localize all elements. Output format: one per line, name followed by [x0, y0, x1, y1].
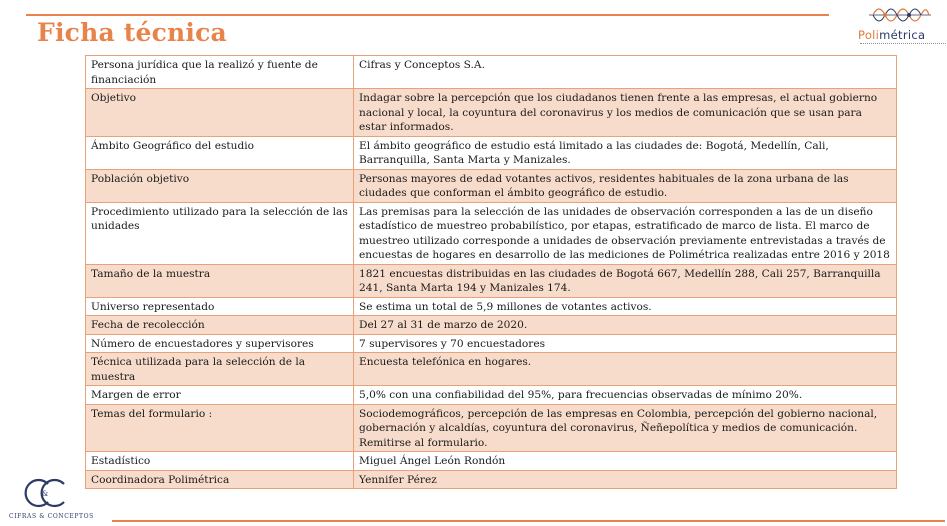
- cifras-conceptos-wordmark: CIFRAS & CONCEPTOS: [9, 513, 94, 520]
- row-value: 7 supervisores y 70 encuestadores: [354, 334, 897, 353]
- page-title: Ficha técnica: [37, 18, 227, 47]
- row-value: 1821 encuestas distribuidas en las ciudades de Bogotá 667, Medellín 288, Cali 257, Barranquilla 241, Santa Marta 194 y Manizales 174.: [354, 264, 897, 297]
- row-value: Indagar sobre la percepción que los ciudadanos tienen frente a las empresas, el actual gobierno nacional y local, la coyuntura del coronavirus y los medios de comunicación que se usan para estar informados.: [354, 89, 897, 137]
- row-label: Procedimiento utilizado para la selección de las unidades: [86, 202, 354, 264]
- row-label: Técnica utilizada para la selección de la muestra: [86, 353, 354, 386]
- row-value: Se estima un total de 5,9 millones de votantes activos.: [354, 297, 897, 316]
- row-label: Población objetivo: [86, 169, 354, 202]
- row-label: Estadístico: [86, 452, 354, 471]
- header-divider: [26, 14, 829, 16]
- table-row: [86, 334, 897, 353]
- row-value: Miguel Ángel León Rondón: [354, 452, 897, 471]
- row-label: Número de encuestadores y supervisores: [86, 334, 354, 353]
- technical-sheet-table: [85, 55, 897, 489]
- table-row: [86, 353, 897, 386]
- row-label: Tamaño de la muestra: [86, 264, 354, 297]
- row-label: Universo representado: [86, 297, 354, 316]
- table-row: [86, 89, 897, 137]
- row-label: Margen de error: [86, 386, 354, 405]
- row-label: Persona jurídica que la realizó y fuente de financiación: [86, 56, 354, 89]
- row-value: Sociodemográficos, percepción de las empresas en Colombia, percepción del gobierno nacional, gobernación y alcaldías, coyuntura del coronavirus, Ñeñepolítica y medios de comunicación. Remitirse al formulario.: [354, 404, 897, 452]
- waveform-icon: [869, 5, 931, 25]
- table-row: [86, 56, 897, 89]
- row-label: Ámbito Geográfico del estudio: [86, 136, 354, 169]
- polimetrica-logo: [855, 3, 945, 49]
- row-value: Encuesta telefónica en hogares.: [354, 353, 897, 386]
- row-label: Objetivo: [86, 89, 354, 137]
- polimetrica-wordmark: Polimétrica: [858, 28, 926, 42]
- row-label: Coordinadora Polimétrica: [86, 470, 354, 489]
- table-row: [86, 202, 897, 264]
- table-row: [86, 452, 897, 471]
- interlocking-c-icon: [18, 476, 74, 510]
- row-label: Temas del formulario :: [86, 404, 354, 452]
- logo-tagline-decoration: [860, 43, 946, 45]
- row-value: Las premisas para la selección de las unidades de observación corresponden a las de un diseño estadístico de muestreo probabilístico, por etapas, estratificado de marco de lista. El marco de muestreo utilizado corresponde a unidades de observación previamente entrevistadas a través de encuestas de hogares en desarrollo de las mediciones de Polimétrica realizadas entre 2016 y 2018: [354, 202, 897, 264]
- table-row: [86, 470, 897, 489]
- table-row: [86, 297, 897, 316]
- row-value: Del 27 al 31 de marzo de 2020.: [354, 316, 897, 335]
- table-row: [86, 386, 897, 405]
- row-value: Yennifer Pérez: [354, 470, 897, 489]
- row-value: El ámbito geográfico de estudio está limitado a las ciudades de: Bogotá, Medellín, Cali, Barranquilla, Santa Marta y Manizales.: [354, 136, 897, 169]
- row-value: Personas mayores de edad votantes activos, residentes habituales de la zona urbana de las ciudades que conforman el ámbito geográfico de estudio.: [354, 169, 897, 202]
- table-row: [86, 264, 897, 297]
- cifras-conceptos-logo: [8, 476, 94, 524]
- row-label: Fecha de recolección: [86, 316, 354, 335]
- row-value: 5,0% con una confiabilidad del 95%, para frecuencias observadas de mínimo 20%.: [354, 386, 897, 405]
- table-row: [86, 136, 897, 169]
- footer-divider: [112, 520, 945, 522]
- table-row: [86, 169, 897, 202]
- table-row: [86, 316, 897, 335]
- table-row: [86, 404, 897, 452]
- row-value: Cifras y Conceptos S.A.: [354, 56, 897, 89]
- svg-text:&: &: [42, 490, 49, 498]
